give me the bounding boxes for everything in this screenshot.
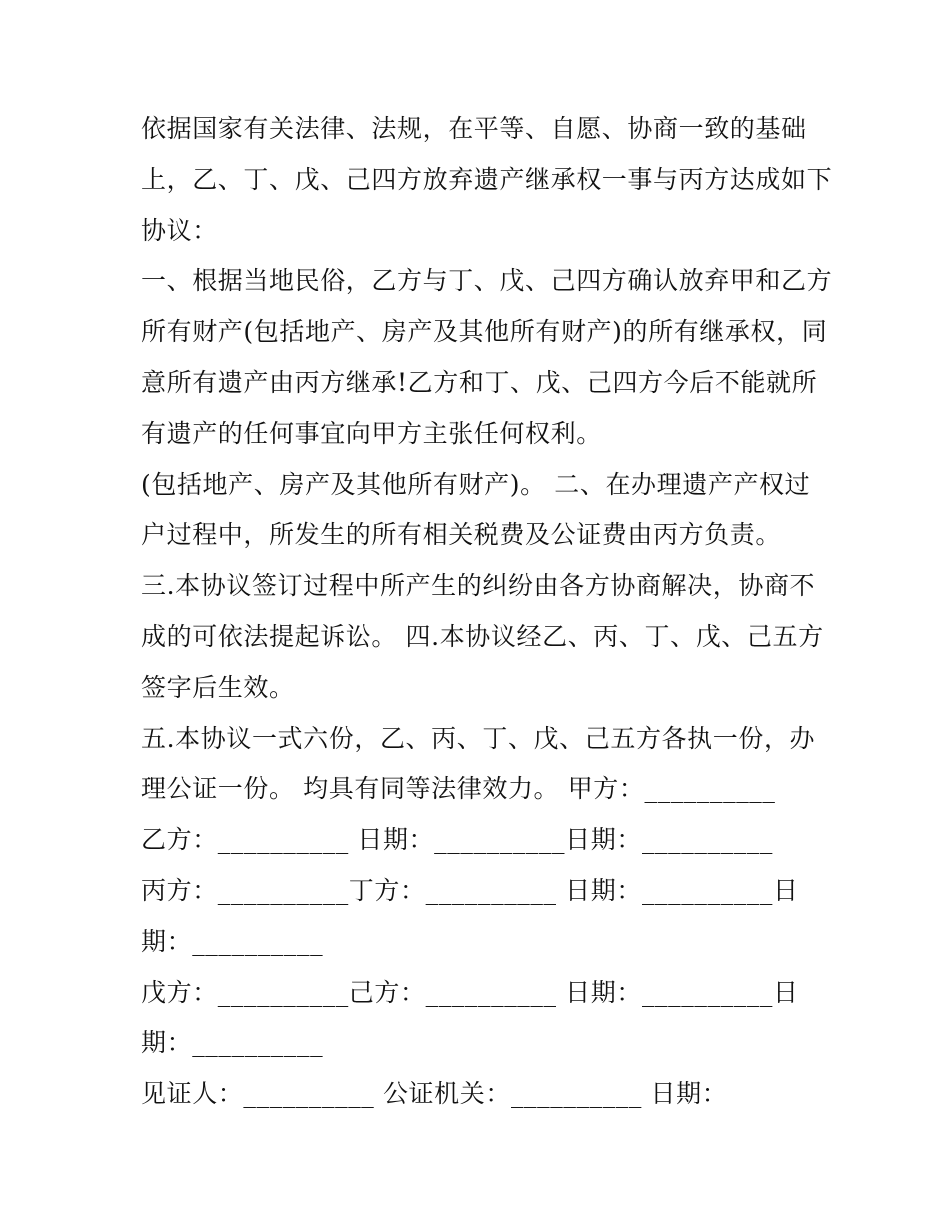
text-line: 有遗产的任何事宜向甲方主张任何权利。 xyxy=(141,418,602,448)
text-line: 户过程中，所发生的所有相关税费及公证费由丙方负责。 xyxy=(141,520,782,550)
signature-line: 丙方：__________丁方：__________ 日期：__________日 xyxy=(141,875,799,905)
signature-line: 期：__________ xyxy=(141,926,324,956)
text-line: 成的可依法提起诉讼。 四.本协议经乙、丙、丁、戊、己五方 xyxy=(141,621,824,651)
agreement-body xyxy=(141,104,833,1120)
text-line: 依据国家有关法律、法规，在平等、自愿、协商一致的基础 xyxy=(141,114,807,143)
text-line: 签字后生效。 xyxy=(141,672,295,702)
text-line: 上，乙、丁、戊、己四方放弃遗产继承权一事与丙方达成如下 xyxy=(141,164,833,194)
signature-line: 乙方：__________ 日期：__________日期：__________ xyxy=(141,825,773,855)
signature-line: 期：__________ xyxy=(141,1028,324,1058)
signature-line: 理公证一份。 均具有同等法律效力。 甲方：__________ xyxy=(141,774,776,804)
text-line: 协议： xyxy=(141,215,218,245)
text-line: (包括地产、房产及其他所有财产)。 二、在办理遗产产权过 xyxy=(141,469,811,499)
text-line: 所有财产(包括地产、房产及其他所有财产)的所有继承权，同 xyxy=(141,317,828,347)
text-line: 一、根据当地民俗，乙方与丁、戊、己四方确认放弃甲和乙方 xyxy=(141,266,833,296)
text-line: 三.本协议签订过程中所产生的纠纷由各方协商解决，协商不 xyxy=(141,571,816,601)
signature-line: 见证人：__________ 公证机关：__________ 日期： xyxy=(141,1079,728,1109)
text-line: 五.本协议一式六份，乙、丙、丁、戊、己五方各执一份，办 xyxy=(141,723,816,753)
text-line: 意所有遗产由丙方继承!乙方和丁、戊、己四方今后不能就所 xyxy=(141,367,818,397)
signature-line: 戊方：__________己方：__________ 日期：__________日 xyxy=(141,977,799,1007)
